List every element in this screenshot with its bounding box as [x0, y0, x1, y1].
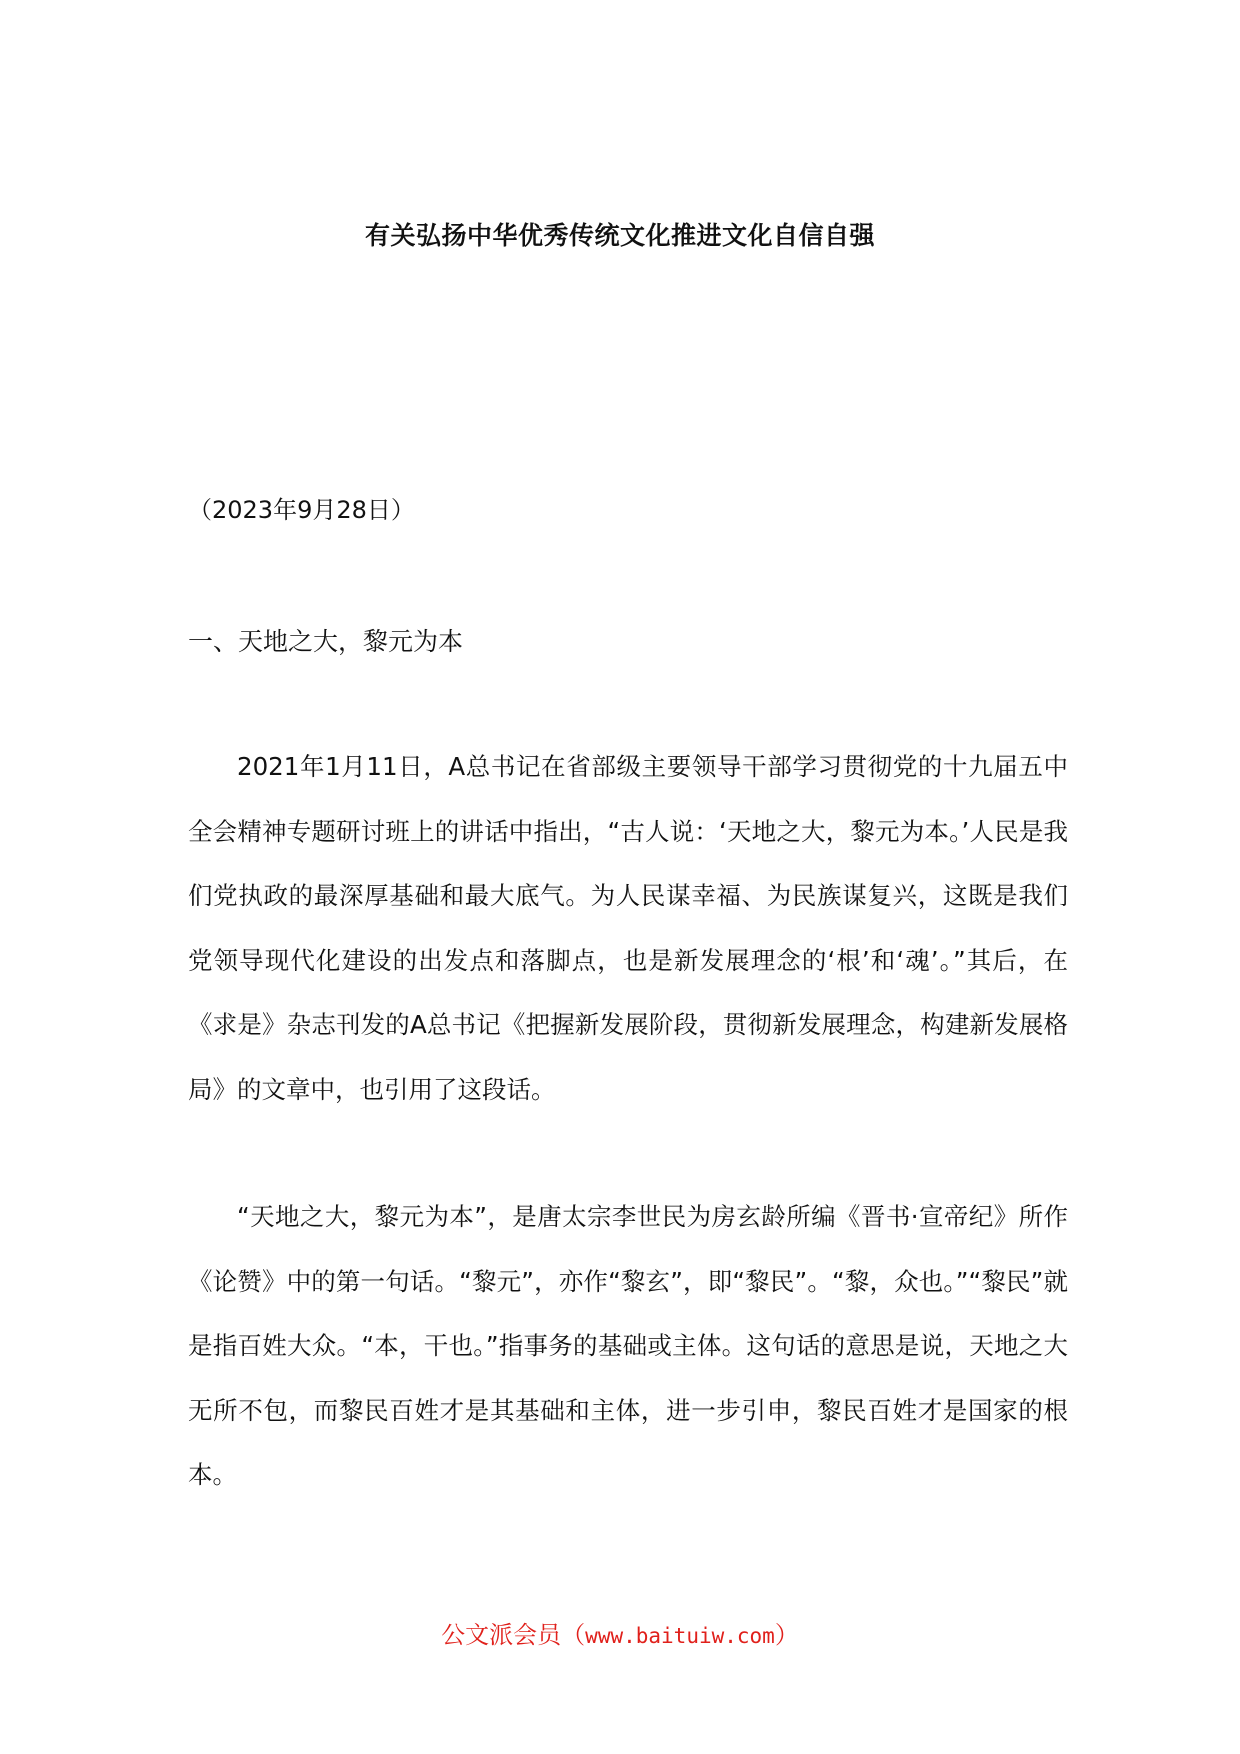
footer-close: ）: [774, 1621, 799, 1649]
footer-label: 公文派会员（: [441, 1621, 586, 1649]
document-date: （2023年9月28日）: [188, 496, 415, 524]
footer-url[interactable]: www.baituiw.com: [585, 1624, 775, 1648]
body-paragraph-2: “天地之大，黎元为本”，是唐太宗李世民为房玄龄所编《晋书·宣帝纪》所作《论赞》中的第一句话。“黎元”，亦作“黎玄”，即“黎民”。“黎，众也。”“黎民”就是指百姓大众。“本，干也。”指事务的基础或主体。这句话的意思是说，天地之大无所不包，而黎民百姓才是其基础和主体，进一步引申，黎民百姓才是国家的根本。: [188, 1202, 1068, 1489]
document-title: 有关弘扬中华优秀传统文化推进文化自信自强: [364, 221, 875, 250]
section-heading: 一、天地之大，黎元为本: [188, 627, 464, 656]
footer-watermark: [0, 1615, 1240, 1650]
body-paragraph-1: 2021年1月11日，A总书记在省部级主要领导干部学习贯彻党的十九届五中全会精神专题研讨班上的讲话中指出，“古人说：‘天地之大，黎元为本。’人民是我们党执政的最深厚基础和最大底气。为人民谋幸福、为民族谋复兴，这既是我们党领导现代化建设的出发点和落脚点，也是新发展理念的‘根’和‘魂’。”其后，在《求是》杂志刊发的A总书记《把握新发展阶段，贯彻新发展理念，构建新发展格局》的文章中，也引用了这段话。: [188, 752, 1068, 1104]
